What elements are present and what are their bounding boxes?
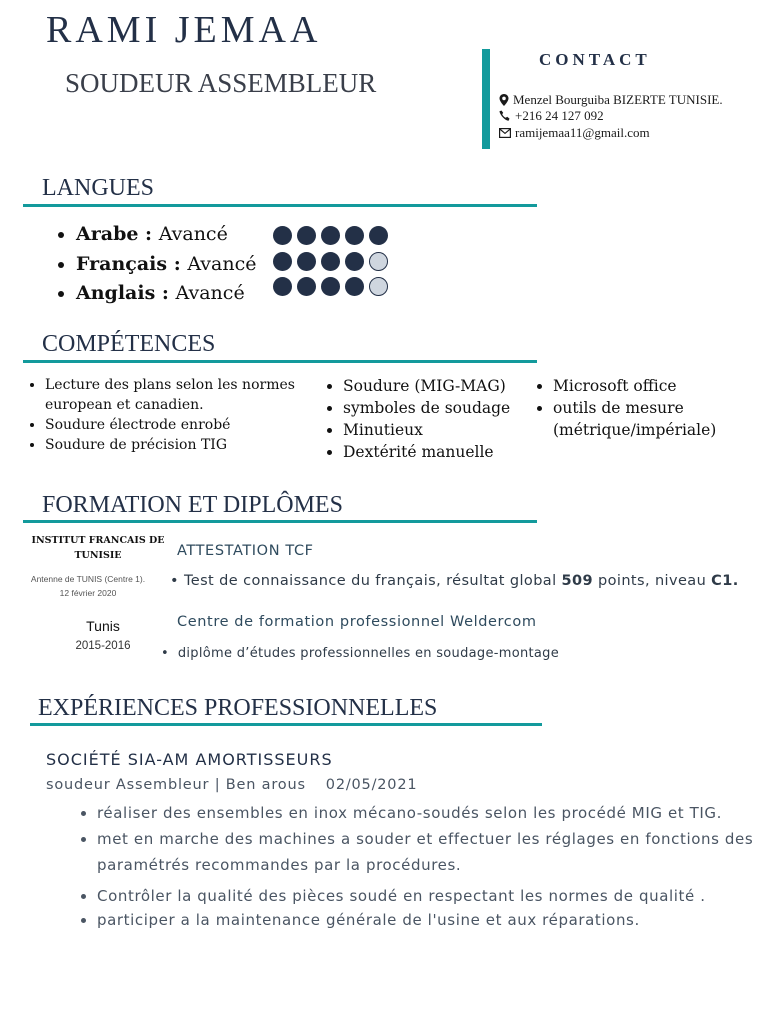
institution-place: Antenne de TUNIS (Centre 1). — [30, 574, 146, 584]
rating-dot-empty — [369, 277, 388, 296]
contact-phone — [499, 108, 604, 124]
section-rule-formation — [23, 520, 537, 523]
skill-item: • Minutieux — [343, 419, 553, 441]
contact-accent-bar — [482, 49, 490, 149]
section-title-formation: FORMATION ET DIPLÔMES — [42, 492, 343, 518]
section-title-langues: LANGUES — [42, 175, 154, 201]
location-pin-icon — [499, 94, 509, 106]
skill-item: • Soudure électrode enrobé — [45, 415, 330, 435]
job-title: SOUDEUR ASSEMBLEUR — [65, 68, 377, 98]
language-rating — [273, 252, 388, 271]
rating-dot-filled — [297, 277, 316, 296]
rating-dot-filled — [321, 252, 340, 271]
skills-column-3 — [533, 375, 758, 441]
institution-city: Tunis — [86, 618, 120, 634]
institution-name: INSTITUT FRANCAIS DE TUNISIE — [31, 535, 165, 561]
contact-phone-text: +216 24 127 092 — [515, 108, 604, 123]
languages-list — [46, 220, 256, 309]
language-name: Anglais — [76, 282, 156, 304]
rating-dot-filled — [345, 277, 364, 296]
language-level: Avancé — [187, 252, 257, 275]
mail-icon — [499, 128, 511, 138]
phone-icon — [499, 110, 511, 122]
skill-item: • Dextérité manuelle — [343, 441, 553, 463]
role-location: soudeur Assembleur | Ben arous — [46, 777, 306, 793]
rating-dot-filled — [345, 226, 364, 245]
language-rating — [273, 226, 388, 245]
rating-dot-empty — [369, 252, 388, 271]
contact-email — [499, 125, 650, 141]
experience-role — [46, 777, 417, 793]
rating-dot-filled — [297, 226, 316, 245]
language-rating — [273, 277, 388, 296]
task-item: • réaliser des ensembles en inox mécano-soudés selon les procédé MIG et TIG. — [97, 800, 768, 826]
section-rule-langues — [23, 204, 537, 207]
skills-column-2 — [323, 375, 553, 463]
task-item: • met en marche des machines a souder et effectuer les réglages en fonctions des paramétrés recommandes par la procédures. — [97, 826, 768, 878]
skill-item: • symboles de soudage — [343, 397, 553, 419]
rating-dot-filled — [321, 277, 340, 296]
section-title-experiences: EXPÉRIENCES PROFESSIONNELLES — [38, 695, 438, 721]
language-name: Arabe — [76, 223, 139, 245]
candidate-name: RAMI JEMAA — [46, 9, 322, 51]
education-heading: Centre de formation professionnel Weldercom — [177, 614, 537, 630]
education-date: 12 février 2020 — [59, 588, 117, 598]
skill-item: • Soudure de précision TIG — [45, 435, 330, 455]
skill-item: • Microsoft office — [553, 375, 758, 397]
language-item: • Français : Avancé — [76, 250, 256, 280]
contact-address-text: Menzel Bourguiba BIZERTE TUNISIE. — [513, 92, 723, 107]
rating-dot-filled — [321, 226, 340, 245]
language-level: Avancé — [175, 282, 245, 304]
experience-tasks — [77, 800, 768, 878]
education-date: 2015-2016 — [75, 640, 131, 652]
rating-dot-filled — [345, 252, 364, 271]
contact-title: CONTACT — [539, 50, 651, 69]
skills-column-1 — [25, 375, 330, 455]
section-title-competences: COMPÉTENCES — [42, 331, 216, 357]
tcf-level: C1. — [711, 573, 739, 589]
contact-email-text[interactable]: ramijemaa11@gmail.com — [515, 125, 650, 140]
tcf-score: 509 — [561, 573, 593, 589]
section-rule-competences — [23, 360, 537, 363]
experience-date: 02/05/2021 — [325, 777, 418, 793]
contact-address — [499, 92, 723, 108]
company-name: SOCIÉTÉ SIA-AM AMORTISSEURS — [46, 750, 333, 769]
rating-dot-filled — [273, 277, 292, 296]
experience-tasks — [77, 884, 768, 932]
skill-item: • Soudure (MIG-MAG) — [343, 375, 553, 397]
rating-dot-filled — [297, 252, 316, 271]
skill-item: • Lecture des plans selon les normes european et canadien. — [45, 375, 330, 415]
task-item: • participer a la maintenance générale de l'usine et aux réparations. — [97, 908, 768, 932]
rating-dot-filled — [369, 226, 388, 245]
education-heading: ATTESTATION TCF — [177, 543, 314, 559]
task-item: • Contrôler la qualité des pièces soudé en respectant les normes de qualité . — [97, 884, 768, 908]
skill-item: • outils de mesure (métrique/impériale) — [553, 397, 758, 441]
language-level: Avancé — [158, 223, 228, 245]
language-name: Français — [76, 252, 168, 275]
language-item: • Arabe : Avancé — [76, 220, 256, 250]
rating-dot-filled — [273, 226, 292, 245]
education-detail: • Test de connaissance du français, résultat global 509 points, niveau C1. — [170, 573, 739, 589]
rating-dot-filled — [273, 252, 292, 271]
education-detail: • diplôme d’études professionnelles en soudage-montage — [161, 646, 560, 661]
section-rule-experiences — [30, 723, 542, 726]
language-item: • Anglais : Avancé — [76, 279, 256, 309]
